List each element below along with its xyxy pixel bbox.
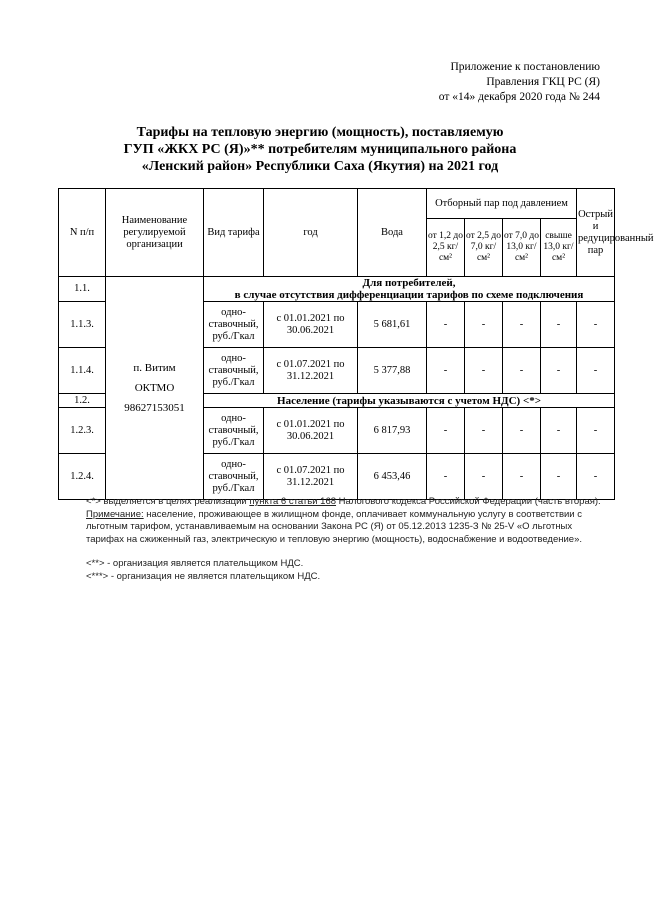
org-name: п. Витим: [133, 362, 176, 374]
footnotes: [86, 496, 606, 583]
section-title-line-2: в случае отсутствия дифференциации тарифов по схеме подключения: [234, 289, 584, 301]
footnote-vat: [86, 496, 606, 509]
row-type: одно-ставочный, руб./Гкал: [204, 408, 264, 454]
remark-text: население, проживающее в жилищном фонде, оплачивает коммунальную услугу в соответствии с льготным тарифом, устанавливаемым на основании Закона РС (Я) от 05.12.2013 1235-З № 25-V «О льготных тарифах на сжиженный газ, электрическую и тепловую энергию (мощность), водоснабжение и водоотведение».: [86, 508, 582, 545]
row-c2: -: [465, 408, 503, 454]
section-num: 1.1.: [59, 277, 106, 302]
header-steam-col-3: от 7,0 до 13,0 кг/см²: [503, 219, 541, 277]
row-c5: -: [577, 302, 615, 348]
footnote-vat-post: Налогового кодекса Российской Федерации (часть вторая).: [336, 496, 601, 507]
remark-label: Примечание:: [86, 508, 144, 520]
header-row: [59, 189, 615, 219]
header-steam-col-1: от 1,2 до 2,5 кг/см²: [427, 219, 465, 277]
appendix-line-1: Приложение к постановлению: [450, 61, 600, 73]
row-c3: -: [503, 302, 541, 348]
footnote-vat-pre: <*> выделяется в целях реализации: [86, 496, 250, 507]
row-water: 6 453,46: [358, 454, 427, 500]
row-period: с 01.01.2021 по 30.06.2021: [264, 408, 358, 454]
title-line-1: Тарифы на тепловую энергию (мощность), поставляемую: [136, 125, 504, 140]
row-c4: -: [541, 348, 577, 394]
row-c1: -: [427, 348, 465, 394]
appendix-line-3: от «14» декабря 2020 года № 244: [438, 91, 600, 103]
row-c1: -: [427, 302, 465, 348]
appendix-line-2: Правления ГКЦ РС (Я): [486, 76, 600, 88]
tax-code-link[interactable]: пункта 6 статьи 168: [249, 496, 337, 507]
header-steam-col-2: от 2,5 до 7,0 кг/см²: [465, 219, 503, 277]
row-c1: -: [427, 454, 465, 500]
row-c5: -: [577, 408, 615, 454]
oktmo-code: 98627153051: [124, 402, 185, 414]
header-sharp-steam: Острый и редуцированный пар: [577, 189, 615, 277]
row-num: 1.2.4.: [59, 454, 106, 500]
row-num: 1.1.3.: [59, 302, 106, 348]
header-type: Вид тарифа: [204, 189, 264, 277]
row-c3: -: [503, 454, 541, 500]
row-num: 1.2.3.: [59, 408, 106, 454]
row-c4: -: [541, 454, 577, 500]
row-c1: -: [427, 408, 465, 454]
row-period: с 01.07.2021 по 31.12.2021: [264, 348, 358, 394]
appendix-header: [439, 60, 600, 105]
row-c4: -: [541, 302, 577, 348]
document-title: [0, 124, 640, 175]
row-type: одно-ставочный, руб./Гкал: [204, 348, 264, 394]
row-water: 5 377,88: [358, 348, 427, 394]
row-c3: -: [503, 408, 541, 454]
row-c4: -: [541, 408, 577, 454]
row-period: с 01.07.2021 по 31.12.2021: [264, 454, 358, 500]
title-line-2: ГУП «ЖКХ РС (Я)»** потребителям муниципального района: [123, 142, 517, 157]
row-c3: -: [503, 348, 541, 394]
header-year: год: [264, 189, 358, 277]
header-steam: Отборный пар под давлением: [427, 189, 577, 219]
row-c5: -: [577, 348, 615, 394]
row-period: с 01.01.2021 по 30.06.2021: [264, 302, 358, 348]
footnote-non-vat-payer: <***> - организация не является плательщиком НДС.: [86, 570, 321, 582]
footnote-remark: [86, 509, 606, 547]
header-water: Вода: [358, 189, 427, 277]
row-num: 1.1.4.: [59, 348, 106, 394]
section-num: 1.2.: [59, 394, 106, 408]
row-type: одно-ставочный, руб./Гкал: [204, 454, 264, 500]
oktmo-label: ОКТМО: [134, 382, 175, 394]
header-num: N п/п: [59, 189, 106, 277]
section-title: [204, 277, 615, 302]
row-type: одно-ставочный, руб./Гкал: [204, 302, 264, 348]
title-line-3: «Ленский район» Республики Саха (Якутия) на 2021 год: [141, 159, 499, 174]
section-title: Население (тарифы указываются с учетом НДС) <*>: [204, 394, 615, 408]
section-title-line-1: Для потребителей,: [362, 277, 456, 289]
footnote-vat-payer: <**> - организация является плательщиком НДС.: [86, 558, 304, 569]
row-water: 6 817,93: [358, 408, 427, 454]
row-water: 5 681,61: [358, 302, 427, 348]
tariff-table: [58, 188, 654, 500]
row-c5: -: [577, 454, 615, 500]
section-row-1: [59, 277, 615, 302]
org-cell: [106, 277, 204, 500]
header-org: Наименование регулируемой организации: [106, 189, 204, 277]
header-steam-col-4: свыше 13,0 кг/см²: [541, 219, 577, 277]
row-c2: -: [465, 348, 503, 394]
row-c2: -: [465, 302, 503, 348]
row-c2: -: [465, 454, 503, 500]
